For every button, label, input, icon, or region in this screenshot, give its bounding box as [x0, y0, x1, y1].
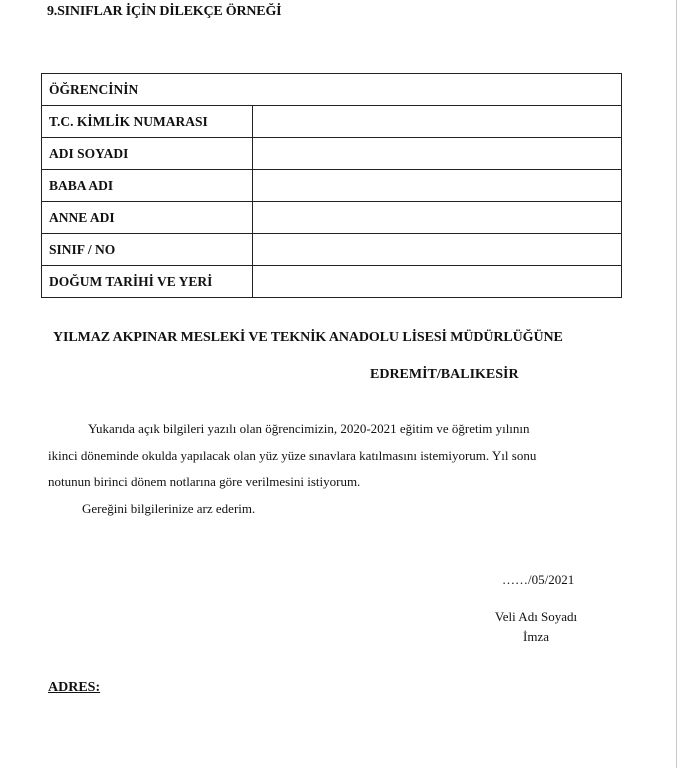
body-line: ikinci döneminde okulda yapılacak olan yüz yüze sınavlara katılmasını istemiyorum. Yıl sonu: [48, 447, 537, 463]
parent-name-label: Veli Adı Soyadı: [494, 609, 578, 624]
table-row: [42, 170, 622, 202]
row-label-name: ADI SOYADI: [42, 138, 253, 170]
row-label-mother: ANNE ADI: [42, 202, 253, 234]
table-row: [42, 106, 622, 138]
row-value-mother[interactable]: [253, 202, 622, 234]
addressee-city: EDREMİT/BALIKESİR: [370, 367, 519, 382]
table-header: ÖĞRENCİNİN: [42, 74, 622, 106]
row-value-father[interactable]: [253, 170, 622, 202]
date: ……/05/2021: [502, 572, 575, 587]
row-value-class[interactable]: [253, 234, 622, 266]
signature-label: İmza: [523, 629, 549, 644]
signature-block: [486, 607, 586, 647]
closing-line: Gereğini bilgilerinize arz ederim.: [82, 500, 256, 516]
document-title: 9.SINIFLAR İÇİN DİLEKÇE ÖRNEĞİ: [47, 4, 282, 19]
addressee-school: YILMAZ AKPINAR MESLEKİ VE TEKNİK ANADOLU LİSESİ MÜDÜRLÜĞÜNE: [53, 330, 563, 345]
row-label-class: SINIF / NO: [42, 234, 253, 266]
table-row: [42, 234, 622, 266]
row-value-birth[interactable]: [253, 266, 622, 298]
row-label-birth: DOĞUM TARİHİ VE YERİ: [42, 266, 253, 298]
page-edge: [676, 0, 677, 768]
student-info-table: [41, 73, 622, 298]
table-header-row: [42, 74, 622, 106]
body-line: notunun birinci dönem notlarına göre verilmesini istiyorum.: [48, 474, 361, 489]
body-line: Yukarıda açık bilgileri yazılı olan öğrencimizin, 2020-2021 eğitim ve öğretim yılının: [88, 421, 530, 436]
row-label-tc-no: T.C. KİMLİK NUMARASI: [42, 106, 253, 138]
petition-body: [48, 416, 628, 522]
table-row: [42, 202, 622, 234]
table-row: [42, 266, 622, 298]
row-value-tc-no[interactable]: [253, 106, 622, 138]
address-label: ADRES:: [48, 680, 101, 695]
table-row: [42, 138, 622, 170]
row-label-father: BABA ADI: [42, 170, 253, 202]
row-value-name[interactable]: [253, 138, 622, 170]
